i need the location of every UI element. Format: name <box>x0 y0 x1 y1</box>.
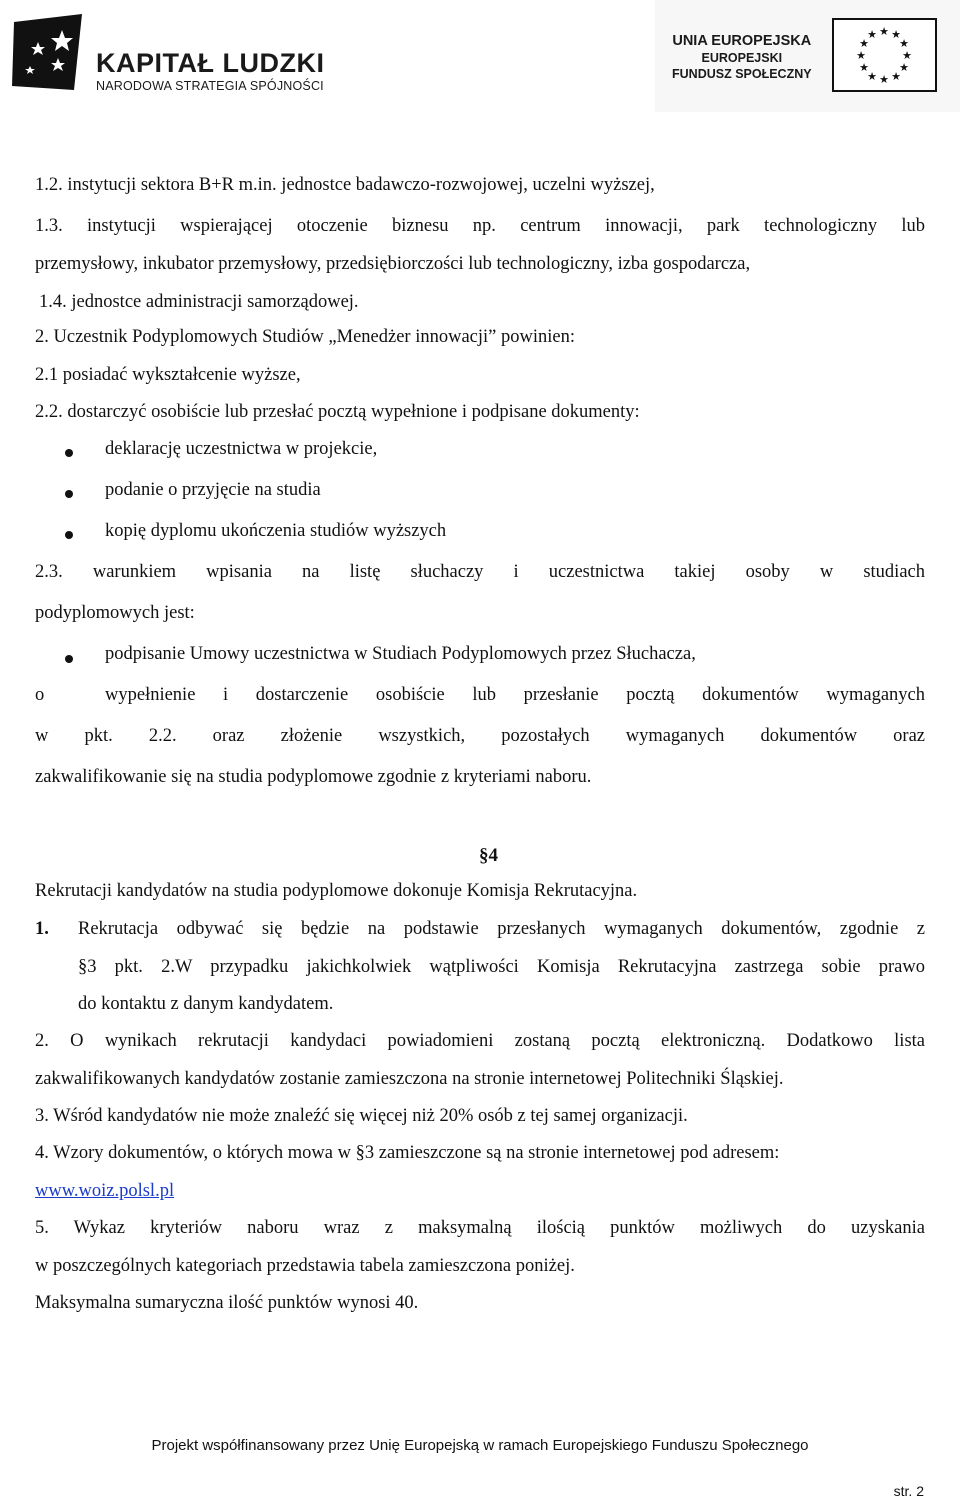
svg-text:★: ★ <box>867 28 877 41</box>
item-2-3-cont: podyplomowych jest: <box>35 603 195 623</box>
eu-line-3: FUNDUSZ SPOŁECZNY <box>672 67 812 81</box>
footer-note: Projekt współfinansowany przez Unię Europejską w ramach Europejskiego Funduszu Społecznego <box>151 1437 809 1454</box>
svg-text:★: ★ <box>891 28 901 41</box>
svg-text:★: ★ <box>879 73 889 86</box>
page-number: str. 2 <box>893 1483 924 1499</box>
bullet-item-agreement: podpisanie Umowy uczestnictwa w Studiach Podyplomowych przez Słuchacza, <box>105 644 696 664</box>
point-5-line-2: w poszczególnych kategoriach przedstawia tabela zamieszczona poniżej. <box>35 1256 575 1276</box>
item-1-4: 1.4. jednostce administracji samorządowej. <box>39 292 359 312</box>
kapital-ludzki-logo-icon <box>10 12 90 92</box>
svg-text:★: ★ <box>891 70 901 83</box>
section-intro: Rekrutacji kandydatów na studia podyplomowe dokonuje Komisja Rekrutacyjna. <box>35 881 638 901</box>
point-1-line-1: Rekrutacja odbywać się będzie na podstawie przesłanych wymaganych dokumentów, zgodnie z <box>78 919 925 939</box>
bullet-icon <box>65 449 73 457</box>
eu-flag-icon <box>832 18 937 92</box>
point-4: 4. Wzory dokumentów, o których mowa w §3 zamieszczone są na stronie internetowej pod adresem: <box>35 1143 780 1163</box>
eu-line-2: EUROPEJSKI <box>701 51 783 65</box>
item-2-3: 2.3. warunkiem wpisania na listę słuchaczy i uczestnictwa takiej osoby w studiach <box>35 562 925 582</box>
svg-text:★: ★ <box>867 70 877 83</box>
bullet-icon <box>65 531 73 539</box>
item-2: 2. Uczestnik Podyplomowych Studiów „Menedżer innowacji” powinien: <box>35 327 575 347</box>
svg-text:★: ★ <box>856 49 866 62</box>
kapital-ludzki-title: KAPITAŁ LUDZKI <box>96 48 325 78</box>
eu-line-1: UNIA EUROPEJSKA <box>672 33 812 49</box>
bullet-item-documents: wypełnienie i dostarczenie osobiście lub przesłanie pocztą dokumentów wymaganych <box>105 685 925 705</box>
bullet-item-application: podanie o przyjęcie na studia <box>105 480 321 500</box>
max-points-note: Maksymalna sumaryczna ilość punktów wynosi 40. <box>35 1293 419 1313</box>
point-2-line-1: 2. O wynikach rekrutacji kandydaci powiadomieni zostaną pocztą elektroniczną. Dodatkowo lista <box>35 1031 925 1051</box>
svg-text:★: ★ <box>899 61 909 74</box>
svg-text:★: ★ <box>859 61 869 74</box>
bullet-icon <box>65 490 73 498</box>
item-2-3-points: w pkt. 2.2. oraz złożenie wszystkich, pozostałych wymaganych dokumentów oraz <box>35 726 925 746</box>
page-header <box>0 0 960 120</box>
point-1-line-2: §3 pkt. 2.W przypadku jakichkolwiek wątpliwości Komisja Rekrutacyjna zastrzega sobie prawo <box>78 957 925 977</box>
item-1-2: 1.2. instytucji sektora B+R m.in. jednostce badawczo-rozwojowej, uczelni wyższej, <box>35 175 655 195</box>
website-link[interactable]: www.woiz.polsl.pl <box>35 1181 175 1201</box>
svg-text:★: ★ <box>899 37 909 50</box>
item-2-1: 2.1 posiadać wykształcenie wyższe, <box>35 365 301 385</box>
point-2-line-2: zakwalifikowanych kandydatów zostanie zamieszczona na stronie internetowej Politechniki Śląskiej. <box>35 1069 784 1089</box>
bullet-icon <box>65 655 73 663</box>
item-1-3: 1.3. instytucji wspierającej otoczenie biznesu np. centrum innowacji, park technologiczny lub <box>35 216 925 236</box>
circle-bullet-icon: o <box>35 685 45 705</box>
point-1-line-3: do kontaktu z danym kandydatem. <box>78 994 334 1014</box>
bullet-item-declaration: deklarację uczestnictwa w projekcie, <box>105 439 378 459</box>
point-1-number: 1. <box>35 919 49 939</box>
section-heading: §4 <box>479 845 498 866</box>
svg-text:★: ★ <box>902 49 912 62</box>
bullet-item-diploma: kopię dyplomu ukończenia studiów wyższych <box>105 521 447 541</box>
kapital-ludzki-subtitle: NARODOWA STRATEGIA SPÓJNOŚCI <box>96 79 324 93</box>
svg-text:★: ★ <box>859 37 869 50</box>
point-5-line-1: 5. Wykaz kryteriów naboru wraz z maksymalną ilością punktów możliwych do uzyskania <box>35 1218 925 1238</box>
item-2-2: 2.2. dostarczyć osobiście lub przesłać pocztą wypełnione i podpisane dokumenty: <box>35 402 640 422</box>
svg-text:★: ★ <box>879 25 889 38</box>
item-2-3-qualify: zakwalifikowanie się na studia podyplomowe zgodnie z kryteriami naboru. <box>35 767 592 787</box>
eu-logo-text <box>672 32 812 82</box>
point-3: 3. Wśród kandydatów nie może znaleźć się więcej niż 20% osób z tej samej organizacji. <box>35 1106 688 1126</box>
item-1-3-cont: przemysłowy, inkubator przemysłowy, przedsiębiorczości lub technologiczny, izba gospodarcza, <box>35 254 751 274</box>
